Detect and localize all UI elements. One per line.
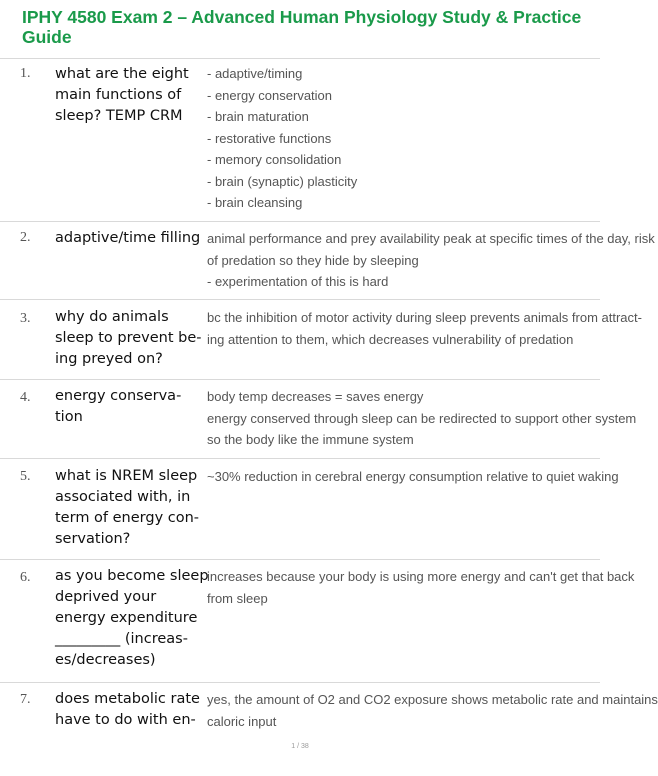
- definition-line: - experimentation of this is hard: [207, 274, 389, 289]
- page-number: 1 / 38: [291, 743, 309, 750]
- definition-line: - brain maturation: [207, 109, 309, 124]
- card-term: adaptive/time filling: [55, 230, 201, 246]
- card-divider: [0, 379, 600, 380]
- card-number: 3.: [20, 311, 31, 326]
- definition-line: energy conserved through sleep can be redirected to support other system: [207, 410, 637, 426]
- definition-line: - energy conservation: [207, 87, 333, 103]
- card-term: energy conserva-tion: [55, 388, 182, 425]
- card-definition: [207, 228, 655, 293]
- card-definition: [207, 689, 658, 732]
- card-number: 6.: [20, 570, 31, 585]
- card-term: what are the eight main functions of sleep? TEMP CRM: [55, 66, 189, 124]
- definition-line: ~30% reduction in cerebral energy consumption relative to quiet waking: [207, 469, 619, 484]
- card-number: 7.: [20, 692, 31, 707]
- card-divider: [0, 682, 600, 683]
- definition-line: body temp decreases = saves energy: [207, 389, 424, 404]
- card-definition: [207, 566, 635, 609]
- card-definition: [207, 466, 619, 488]
- card-number: 5.: [20, 469, 31, 484]
- definition-line: animal performance and prey availability peak at specific times of the day, risk: [207, 231, 655, 246]
- document-title: IPHY 4580 Exam 2 – Advanced Human Physiology Study & Practice Guide: [22, 7, 582, 47]
- definition-line: from sleep: [207, 590, 268, 606]
- definition-line: ing attention to them, which decreases vulnerability of predation: [207, 331, 574, 347]
- card-term: does metabolic rate have to do with en-: [55, 691, 200, 728]
- card-number: 2.: [20, 230, 31, 245]
- definition-line: bc the inhibition of motor activity during sleep prevents animals from attract-: [207, 310, 642, 325]
- definition-line: - brain (synaptic) plasticity: [207, 173, 358, 189]
- definition-line: so the body like the immune system: [207, 432, 414, 447]
- card-divider: [0, 458, 600, 459]
- card-definition: [207, 63, 592, 214]
- definition-line: yes, the amount of O2 and CO2 exposure shows metabolic rate and maintains: [207, 692, 658, 707]
- card-term: what is NREM sleep associated with, in term of energy con-servation?: [55, 468, 200, 547]
- card-divider: [0, 221, 600, 222]
- card-definition: [207, 386, 637, 451]
- definition-line: - adaptive/timing: [207, 66, 303, 81]
- card-divider: [0, 559, 600, 560]
- definition-line: - memory consolidation: [207, 152, 342, 167]
- definition-line: - brain cleansing: [207, 195, 303, 210]
- definition-line: increases because your body is using more energy and can't get that back: [207, 569, 635, 584]
- definition-line: of predation so they hide by sleeping: [207, 252, 419, 268]
- card-term: as you become sleep deprived your energy expenditure _________ (increas-es/decreases): [55, 568, 209, 668]
- card-divider: [0, 299, 600, 300]
- definition-line: caloric input: [207, 713, 277, 729]
- definition-line: - restorative functions: [207, 130, 332, 146]
- card-definition: [207, 307, 642, 350]
- card-number: 4.: [20, 390, 31, 405]
- card-divider: [0, 58, 600, 59]
- card-number: 1.: [20, 66, 31, 81]
- card-term: why do animals sleep to prevent be-ing preyed on?: [55, 309, 202, 367]
